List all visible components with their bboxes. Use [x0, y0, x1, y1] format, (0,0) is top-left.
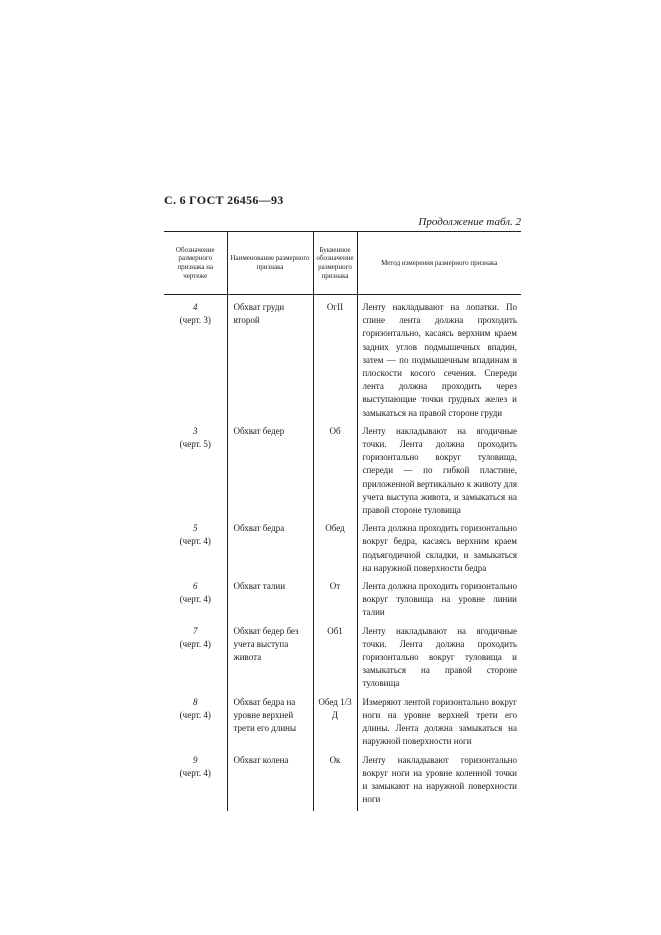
- row-code: Об: [313, 425, 357, 522]
- row-code: Обед: [313, 522, 357, 580]
- row-name: Обхват бедра: [227, 522, 313, 580]
- row-method: Ленту накладывают на лопатки. По спине лента должна проходить горизонтально, касаясь верхним краем задних углов подмышечных впадин, затем — по подмышечным впадинам в плоскости косого сечения. Спереди лента должна проходить через выступающие точки грудных желез и замыкаться на правой стороне груди: [357, 295, 521, 425]
- page-header: С. 6 ГОСТ 26456—93: [164, 193, 284, 207]
- measurements-table: [164, 231, 521, 811]
- row-name: Обхват бедра на уровне верхней трети его длины: [227, 696, 313, 754]
- table-row: [164, 425, 521, 522]
- row-designation: 9 (черт. 4): [179, 754, 211, 778]
- table-continuation-note: Продолжение табл. 2: [418, 216, 521, 228]
- table-row: [164, 522, 521, 580]
- row-designation: 4 (черт. 3): [179, 302, 211, 326]
- table-row: [164, 580, 521, 625]
- row-designation: 6 (черт. 4): [179, 581, 211, 605]
- table-row: [164, 295, 521, 425]
- row-code: ОгII: [313, 295, 357, 425]
- row-name: Обхват колена: [227, 754, 313, 812]
- row-name: Обхват груди второй: [227, 295, 313, 425]
- row-designation: 3 (черт. 5): [179, 425, 211, 450]
- row-code: От: [313, 580, 357, 625]
- row-designation: 5 (черт. 4): [179, 523, 211, 547]
- row-method: Лента должна проходить горизонтально вокруг туловища на уровне линии талии: [357, 580, 521, 625]
- row-code: Ок: [313, 754, 357, 812]
- column-header-code: Буквенное обозначение размерного признака: [313, 232, 357, 295]
- table-row: [164, 696, 521, 754]
- row-method: Ленту накладывают на ягодичные точки. Лента должна проходить горизонтально вокруг туловища, спереди — по гибкой пластине, приложенной вертикально к животу для учета выступа живота, и замыкаться на правой стороне туловища: [357, 425, 521, 522]
- column-header-designation: Обозначение размерного признака на чертеже: [164, 232, 227, 295]
- row-designation: 8 (черт. 4): [179, 696, 211, 720]
- row-method: Лента должна проходить горизонтально вокруг бедра, касаясь верхним краем подъягодичной складки, и замыкаться на наружной поверхности бедра: [357, 522, 521, 580]
- row-code: Об1: [313, 625, 357, 696]
- row-method: Ленту накладывают на ягодичные точки. Лента должна проходить горизонтально вокруг туловища и замыкаться на правой стороне туловища: [357, 625, 521, 696]
- table-row: [164, 625, 521, 696]
- row-code: Обед 1/3 Д: [313, 696, 357, 754]
- row-designation: 7 (черт. 4): [179, 625, 211, 649]
- table-header-row: [164, 232, 521, 295]
- row-name: Обхват бедер: [227, 425, 313, 522]
- column-header-method: Метод измерения размерного признака: [357, 232, 521, 295]
- row-name: Обхват талии: [227, 580, 313, 625]
- column-header-name: Наименование размерного признака: [227, 232, 313, 295]
- row-name: Обхват бедер без учета выступа живота: [227, 625, 313, 696]
- row-method: Ленту накладывают горизонтально вокруг ноги на уровне коленной точки и замыкают на наружной поверхности ноги: [357, 754, 521, 812]
- table-row: [164, 754, 521, 812]
- row-method: Измеряют лентой горизонтально вокруг ноги на уровне верхней трети его длины. Лента должна замыкаться на наружной поверхности ноги: [357, 696, 521, 754]
